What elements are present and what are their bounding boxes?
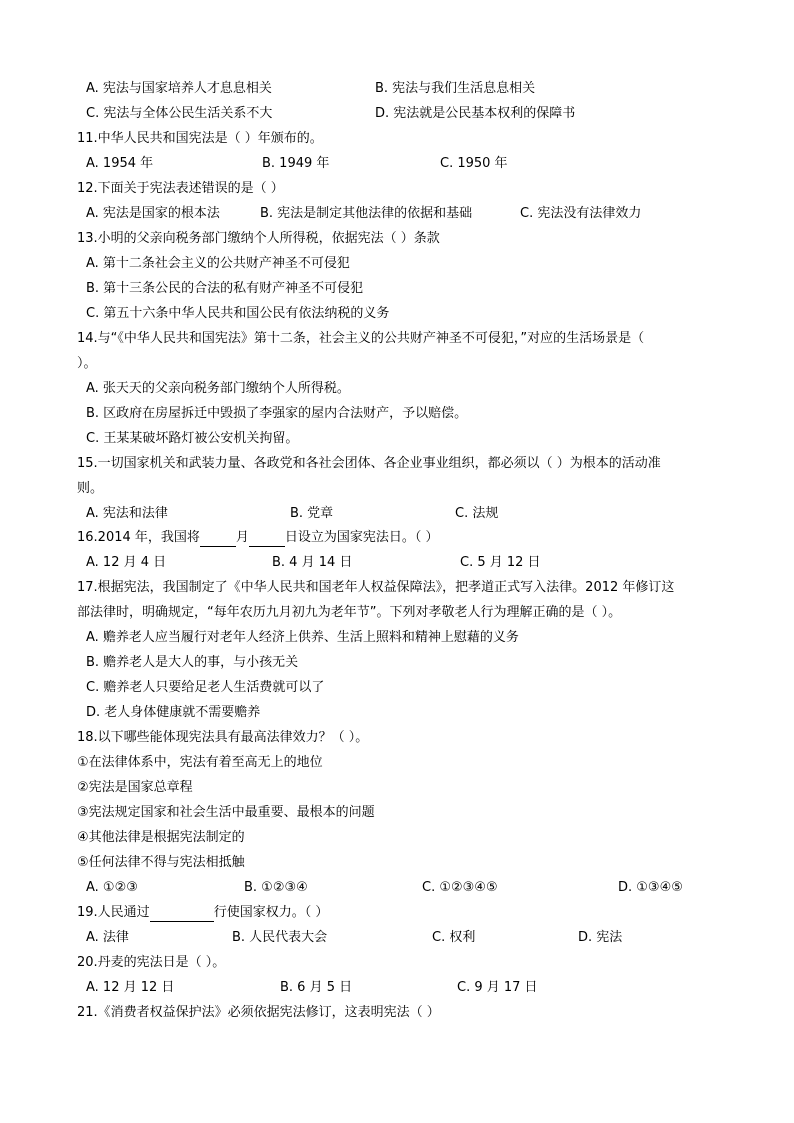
option-15c: C. 法规 bbox=[455, 506, 499, 521]
statement-3: ③宪法规定国家和社会生活中最重要、最根本的问题 bbox=[77, 805, 375, 820]
option-16c: C. 5 月 12 日 bbox=[460, 555, 541, 570]
option-15b: B. 党章 bbox=[290, 506, 334, 521]
option-10b: B. 宪法与我们生活息息相关 bbox=[375, 81, 536, 96]
option-20c: C. 9 月 17 日 bbox=[457, 980, 538, 995]
option-14b: B. 区政府在房屋拆迁中毁损了李强家的屋内合法财产，予以赔偿。 bbox=[86, 406, 468, 421]
option-19b: B. 人民代表大会 bbox=[232, 930, 328, 945]
option-11c: C. 1950 年 bbox=[440, 156, 508, 171]
option-18c: C. ①②③④⑤ bbox=[422, 880, 498, 895]
answer-blank bbox=[200, 532, 236, 547]
question-17: 17.根据宪法，我国制定了《中华人民共和国老年人权益保障法》，把孝道正式写入法律。2012 年修订这 bbox=[77, 580, 675, 595]
answer-blank bbox=[249, 532, 285, 547]
question-16-part-a: 16.2014 年，我国将 bbox=[77, 530, 200, 545]
option-16a: A. 12 月 4 日 bbox=[86, 555, 167, 570]
option-10a: A. 宪法与国家培养人才息息相关 bbox=[86, 81, 272, 96]
question-18: 18.以下哪些能体现宪法具有最高法律效力？（ ）。 bbox=[77, 730, 369, 745]
statement-1: ①在法律体系中，宪法有着至高无上的地位 bbox=[77, 755, 323, 770]
option-17a: A. 赡养老人应当履行对老年人经济上供养、生活上照料和精神上慰藉的义务 bbox=[86, 630, 519, 645]
question-16-part-c: 日设立为国家宪法日。（ ） bbox=[284, 530, 439, 545]
question-16-part-b: 月 bbox=[235, 530, 249, 545]
question-20: 20.丹麦的宪法日是（ ）。 bbox=[77, 955, 226, 970]
option-19d: D. 宪法 bbox=[578, 930, 623, 945]
question-12: 12.下面关于宪法表述错误的是（ ） bbox=[77, 181, 284, 196]
statement-2: ②宪法是国家总章程 bbox=[77, 780, 193, 795]
answer-blank bbox=[150, 907, 214, 922]
option-14a: A. 张天天的父亲向税务部门缴纳个人所得税。 bbox=[86, 381, 350, 396]
statement-4: ④其他法律是根据宪法制定的 bbox=[77, 830, 245, 845]
option-19a: A. 法律 bbox=[86, 930, 129, 945]
question-13: 13.小明的父亲向税务部门缴纳个人所得税，依据宪法（ ）条款 bbox=[77, 231, 440, 246]
option-10d: D. 宪法就是公民基本权利的保障书 bbox=[375, 106, 576, 121]
question-16 bbox=[77, 529, 439, 547]
option-16b: B. 4 月 14 日 bbox=[272, 555, 353, 570]
option-20b: B. 6 月 5 日 bbox=[280, 980, 353, 995]
question-11: 11.中华人民共和国宪法是（ ）年颁布的。 bbox=[77, 131, 323, 146]
question-14: 14.与“《中华人民共和国宪法》第十二条，社会主义的公共财产神圣不可侵犯，”对应的生活场景是（ bbox=[77, 331, 645, 346]
question-19-part-a: 19.人民通过 bbox=[77, 905, 150, 920]
option-12a: A. 宪法是国家的根本法 bbox=[86, 206, 220, 221]
option-13c: C. 第五十六条中华人民共和国公民有依法纳税的义务 bbox=[86, 306, 390, 321]
option-14c: C. 王某某破坏路灯被公安机关拘留。 bbox=[86, 431, 299, 446]
option-20a: A. 12 月 12 日 bbox=[86, 980, 175, 995]
option-12c: C. 宪法没有法律效力 bbox=[520, 206, 642, 221]
option-11a: A. 1954 年 bbox=[86, 156, 154, 171]
statement-5: ⑤任何法律不得与宪法相抵触 bbox=[77, 855, 245, 870]
option-18d: D. ①③④⑤ bbox=[618, 880, 683, 895]
option-18b: B. ①②③④ bbox=[244, 880, 308, 895]
option-13b: B. 第十三条公民的合法的私有财产神圣不可侵犯 bbox=[86, 281, 364, 296]
option-15a: A. 宪法和法律 bbox=[86, 506, 168, 521]
option-12b: B. 宪法是制定其他法律的依据和基础 bbox=[260, 206, 473, 221]
question-19-part-c: 行使国家权力。（ ） bbox=[213, 905, 329, 920]
option-17d: D. 老人身体健康就不需要赡养 bbox=[86, 705, 261, 720]
option-10c: C. 宪法与全体公民生活关系不大 bbox=[86, 106, 273, 121]
option-18a: A. ①②③ bbox=[86, 880, 138, 895]
question-19 bbox=[77, 904, 328, 922]
option-19c: C. 权利 bbox=[432, 930, 476, 945]
option-17c: C. 赡养老人只要给足老人生活费就可以了 bbox=[86, 680, 325, 695]
question-14-cont: ）。 bbox=[77, 356, 97, 371]
question-15: 15.一切国家机关和武装力量、各政党和各社会团体、各企业事业组织，都必须以（ ）为根本的活动准 bbox=[77, 456, 661, 471]
question-17-cont: 部法律时，明确规定，“每年农历九月初九为老年节”。下列对孝敬老人行为理解正确的是（ ）。 bbox=[77, 605, 622, 620]
option-17b: B. 赡养老人是大人的事，与小孩无关 bbox=[86, 655, 299, 670]
option-11b: B. 1949 年 bbox=[262, 156, 330, 171]
question-15-cont: 则。 bbox=[77, 481, 104, 496]
option-13a: A. 第十二条社会主义的公共财产神圣不可侵犯 bbox=[86, 256, 350, 271]
question-21: 21.《消费者权益保护法》必须依据宪法修订，这表明宪法（ ） bbox=[77, 1005, 440, 1020]
